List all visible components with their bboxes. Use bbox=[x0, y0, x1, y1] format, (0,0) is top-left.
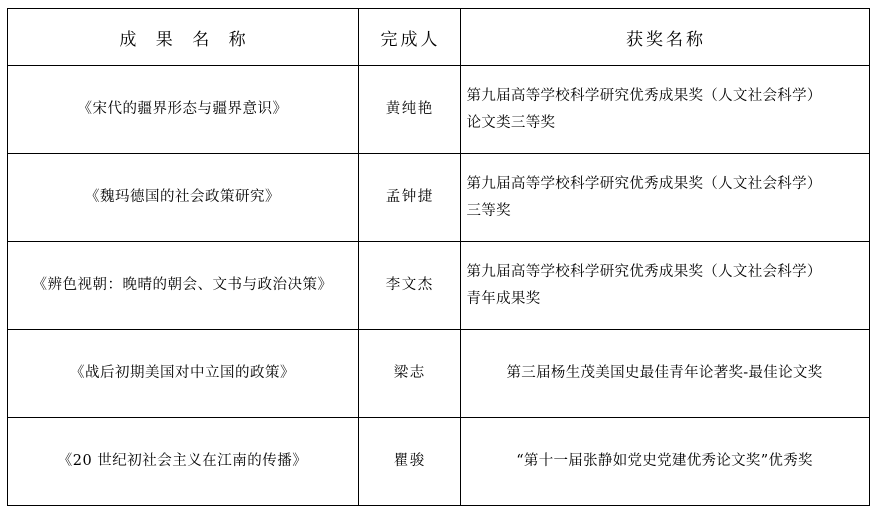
award-line-2: 三等奖 bbox=[466, 202, 511, 219]
table-row bbox=[7, 154, 869, 242]
table-header bbox=[7, 9, 869, 66]
cell-person: 孟钟捷 bbox=[358, 154, 460, 242]
cell-title: 《魏玛德国的社会政策研究》 bbox=[7, 154, 358, 242]
table-row bbox=[7, 418, 869, 506]
award-line-1: 第九届高等学校科学研究优秀成果奖（人文社会科学） bbox=[466, 263, 822, 280]
award-line-2: 论文类三等奖 bbox=[466, 114, 556, 131]
cell-person: 瞿骏 bbox=[358, 418, 460, 506]
award-line-1: 第九届高等学校科学研究优秀成果奖（人文社会科学） bbox=[466, 175, 822, 192]
column-header-award: 获奖名称 bbox=[460, 9, 869, 66]
table-row bbox=[7, 242, 869, 330]
cell-award bbox=[460, 154, 869, 242]
column-header-title: 成 果 名 称 bbox=[7, 9, 358, 66]
cell-person: 黄纯艳 bbox=[358, 66, 460, 154]
award-line-2: 青年成果奖 bbox=[466, 290, 541, 307]
cell-title: 《辨色视朝：晚晴的朝会、文书与政治决策》 bbox=[7, 242, 358, 330]
award-line-1: 第九届高等学校科学研究优秀成果奖（人文社会科学） bbox=[466, 87, 822, 104]
cell-award bbox=[460, 330, 869, 418]
table-row bbox=[7, 330, 869, 418]
cell-award bbox=[460, 418, 869, 506]
awards-table bbox=[7, 8, 870, 506]
table-row bbox=[7, 66, 869, 154]
cell-award bbox=[460, 66, 869, 154]
table-body bbox=[7, 66, 869, 506]
cell-award bbox=[460, 242, 869, 330]
table-header-row bbox=[7, 9, 869, 66]
award-line-1: 第三届杨生茂美国史最佳青年论著奖-最佳论文奖 bbox=[506, 365, 823, 382]
cell-title: 《战后初期美国对中立国的政策》 bbox=[7, 330, 358, 418]
cell-title: 《20 世纪初社会主义在江南的传播》 bbox=[7, 418, 358, 506]
cell-person: 李文杰 bbox=[358, 242, 460, 330]
cell-title: 《宋代的疆界形态与疆界意识》 bbox=[7, 66, 358, 154]
award-line-1: “第十一届张静如党史党建优秀论文奖”优秀奖 bbox=[516, 453, 813, 470]
cell-person: 梁志 bbox=[358, 330, 460, 418]
column-header-person: 完成人 bbox=[358, 9, 460, 66]
